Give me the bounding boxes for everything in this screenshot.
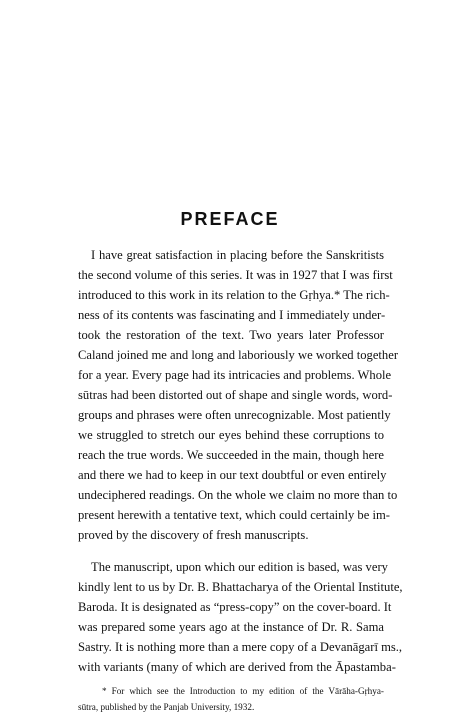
paragraph-line: groups and phrases were often unrecognizable. Most patiently <box>78 408 391 422</box>
paragraph-line: introduced to this work in its relation to the Gṛhya.* The rich- <box>78 288 390 302</box>
paragraph-line: kindly lent to us by Dr. B. Bhattacharya of the Oriental Institute, <box>78 580 403 594</box>
paragraph-line: proved by the discovery of fresh manuscripts. <box>78 528 309 542</box>
paragraph-line: was prepared some years ago at the instance of Dr. R. Sama <box>78 620 384 634</box>
paragraph-line: for a year. Every page had its intricacies and problems. Whole <box>78 368 392 382</box>
paragraph-line: and there we had to keep in our text doubtful or even entirely <box>78 468 387 482</box>
paragraph-line: took the restoration of the text. Two years later Professor <box>78 328 384 342</box>
paragraph-line: Baroda. It is designated as “press-copy” on the cover-board. It <box>78 600 392 614</box>
paragraph-line: The manuscript, upon which our edition is based, was very <box>91 560 388 574</box>
footnote-line: sūtra, published by the Panjab University, 1932. <box>78 702 255 712</box>
paragraph-line: I have great satisfaction in placing before the Sanskritists <box>91 248 384 262</box>
paragraph-line: undeciphered readings. On the whole we claim no more than to <box>78 488 398 502</box>
paragraph-line: Caland joined me and long and laboriously we worked together <box>78 348 399 362</box>
page-title: PREFACE <box>180 209 280 229</box>
paragraph-line: sūtras had been distorted out of shape and single words, word- <box>78 388 393 402</box>
paragraph-line: with variants (many of which are derived from the Āpastamba- <box>78 660 396 674</box>
paragraph-line: reach the true words. We succeeded in the main, though here <box>78 448 384 462</box>
paragraph-line: Sastry. It is nothing more than a mere copy of a Devanāgarī ms., <box>78 640 403 654</box>
paragraph-line: we struggled to stretch our eyes behind these corruptions to <box>78 428 384 442</box>
paragraph-line: present herewith a tentative text, which could certainly be im- <box>78 508 390 522</box>
paragraph-line: the second volume of this series. It was in 1927 that I was first <box>78 268 393 282</box>
paragraph-line: ness of its contents was fascinating and I immediately under- <box>78 308 386 322</box>
footnote-line: * For which see the Introduction to my edition of the Vārāha-Gṛhya- <box>102 686 384 696</box>
